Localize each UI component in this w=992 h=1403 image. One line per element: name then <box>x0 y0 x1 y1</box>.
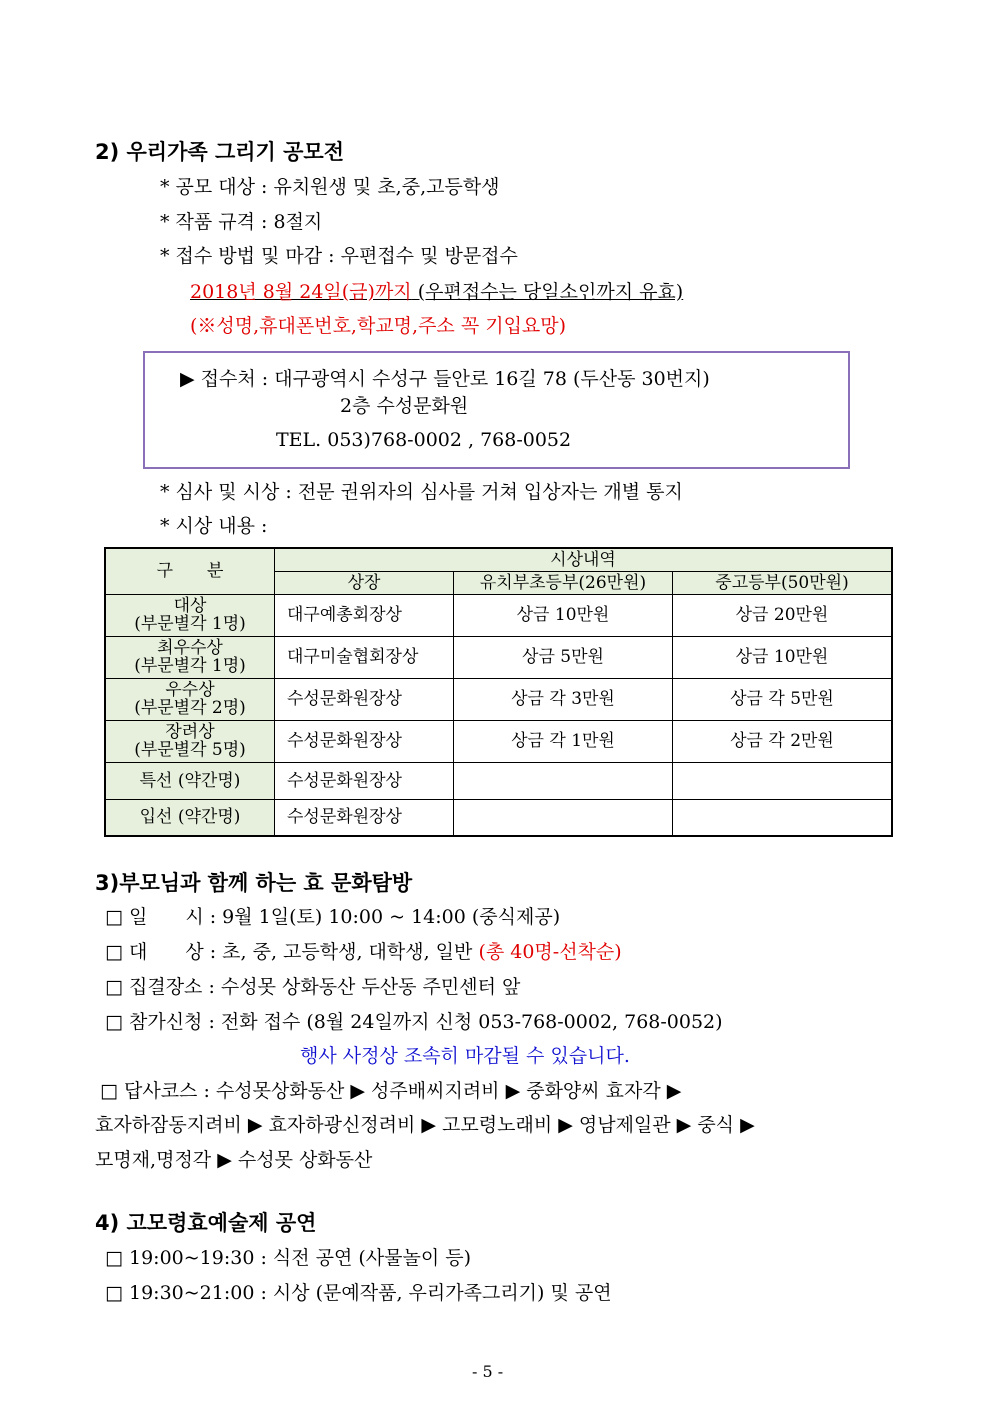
tour-course-1: □ 답사코스 : 수성못상화동산 ▶ 성주배씨지려비 ▶ 중화양씨 효자각 ▶ <box>100 1080 682 1102</box>
award-name <box>105 720 275 762</box>
prize-elem: 상금 각 1만원 <box>454 720 673 762</box>
header-group: 시상내역 <box>275 548 893 571</box>
award-cert: 수성문화원장상 <box>275 678 454 720</box>
tour-place: □ 집결장소 : 수성못 상화동산 두산동 주민센터 앞 <box>105 976 521 998</box>
target-text: □ 대 상 : 초, 중, 고등학생, 대학생, 일반 <box>105 941 479 963</box>
prize-middle-high: 상금 10만원 <box>673 636 893 678</box>
section-2-title: 2) 우리가족 그리기 공모전 <box>95 140 345 164</box>
deadline-note: (우편접수는 당일소인까지 유효) <box>411 281 684 303</box>
prize-elem <box>454 762 673 799</box>
award-name <box>105 636 275 678</box>
award-cert: 수성문화원장상 <box>275 720 454 762</box>
header-category: 구 분 <box>105 548 275 594</box>
prize-elem: 상금 각 3만원 <box>454 678 673 720</box>
target-limit: (총 40명-선착순) <box>478 941 622 963</box>
table-row <box>105 720 892 762</box>
tour-course-2: 효자하잠동지려비 ▶ 효자하광신정려비 ▶ 고모령노래비 ▶ 영남제일관 ▶ 중식 ▶ <box>95 1114 755 1136</box>
deadline-line <box>190 280 683 304</box>
award-title: 장려상 <box>165 722 215 742</box>
item-method: * 접수 방법 및 마감 : 우편접수 및 방문접수 <box>160 245 518 267</box>
award-name: 입선 (약간명) <box>105 799 275 836</box>
table-row <box>105 594 892 636</box>
prize-middle-high: 상금 각 5만원 <box>673 678 893 720</box>
award-count: (부문별각 5명) <box>134 740 246 760</box>
tour-target <box>105 940 622 964</box>
item-target: * 공모 대상 : 유치원생 및 초,중,고등학생 <box>160 176 500 198</box>
deadline: 2018년 8월 24일(금)까지 <box>190 281 412 303</box>
prize-middle-high: 상금 각 2만원 <box>673 720 893 762</box>
header-cert: 상장 <box>275 571 454 594</box>
award-cert: 대구예총회장상 <box>275 594 454 636</box>
judging: * 심사 및 시상 : 전문 권위자의 심사를 거쳐 입상자는 개별 통지 <box>160 481 683 503</box>
tour-date: □ 일 시 : 9월 1일(토) 10:00 ~ 14:00 (중식제공) <box>105 906 561 928</box>
award-name <box>105 594 275 636</box>
award-title: 대상 <box>173 596 207 616</box>
section-4-title: 4) 고모령효예술제 공연 <box>95 1211 317 1235</box>
prize-middle-high <box>673 799 893 836</box>
award-title: 최우수상 <box>157 638 223 658</box>
prize-middle-high: 상금 20만원 <box>673 594 893 636</box>
tour-course-3: 모명재,명정각 ▶ 수성못 상화동산 <box>95 1149 373 1171</box>
table-row <box>105 799 892 836</box>
award-count: (부문별각 2명) <box>134 698 246 718</box>
award-name: 특선 (약간명) <box>105 762 275 799</box>
header-middle-high: 중고등부(50만원) <box>673 571 893 594</box>
prize-elem: 상금 10만원 <box>454 594 673 636</box>
award-cert: 대구미술협회장상 <box>275 636 454 678</box>
prize-elem: 상금 5만원 <box>454 636 673 678</box>
item-spec: * 작품 규격 : 8절지 <box>160 211 323 233</box>
prize-middle-high <box>673 762 893 799</box>
prize-elem <box>454 799 673 836</box>
reception-floor: 2층 수성문화원 <box>340 395 469 417</box>
award-table <box>104 547 893 837</box>
header-elem: 유치부초등부(26만원) <box>454 571 673 594</box>
show-item-1: □ 19:00~19:30 : 식전 공연 (사물놀이 등) <box>105 1247 472 1269</box>
award-count: (부문별각 1명) <box>134 656 246 676</box>
award-count: (부문별각 1명) <box>134 614 246 634</box>
table-row <box>105 636 892 678</box>
reception-tel: TEL. 053)768-0002 , 768-0052 <box>276 429 572 451</box>
section-3-title: 3)부모님과 함께 하는 효 문화탐방 <box>95 871 413 895</box>
tour-apply: □ 참가신청 : 전화 접수 (8월 24일까지 신청 053-768-0002, 768-0052) <box>105 1011 723 1033</box>
show-item-2: □ 19:30~21:00 : 시상 (문예작품, 우리가족그리기) 및 공연 <box>105 1282 612 1304</box>
table-row <box>105 762 892 799</box>
tour-notice: 행사 사정상 조속히 마감될 수 있습니다. <box>300 1045 630 1067</box>
award-cert: 수성문화원장상 <box>275 799 454 836</box>
award-label: * 시상 내용 : <box>160 515 268 537</box>
award-cert: 수성문화원장상 <box>275 762 454 799</box>
required-note: (※성명,휴대폰번호,학교명,주소 꼭 기입요망) <box>190 315 567 337</box>
award-name <box>105 678 275 720</box>
reception-address: ▶ 접수처 : 대구광역시 수성구 들안로 16길 78 (두산동 30번지) <box>180 368 710 390</box>
page-number: - 5 - <box>472 1362 504 1381</box>
table-row <box>105 678 892 720</box>
award-title: 우수상 <box>165 680 215 700</box>
